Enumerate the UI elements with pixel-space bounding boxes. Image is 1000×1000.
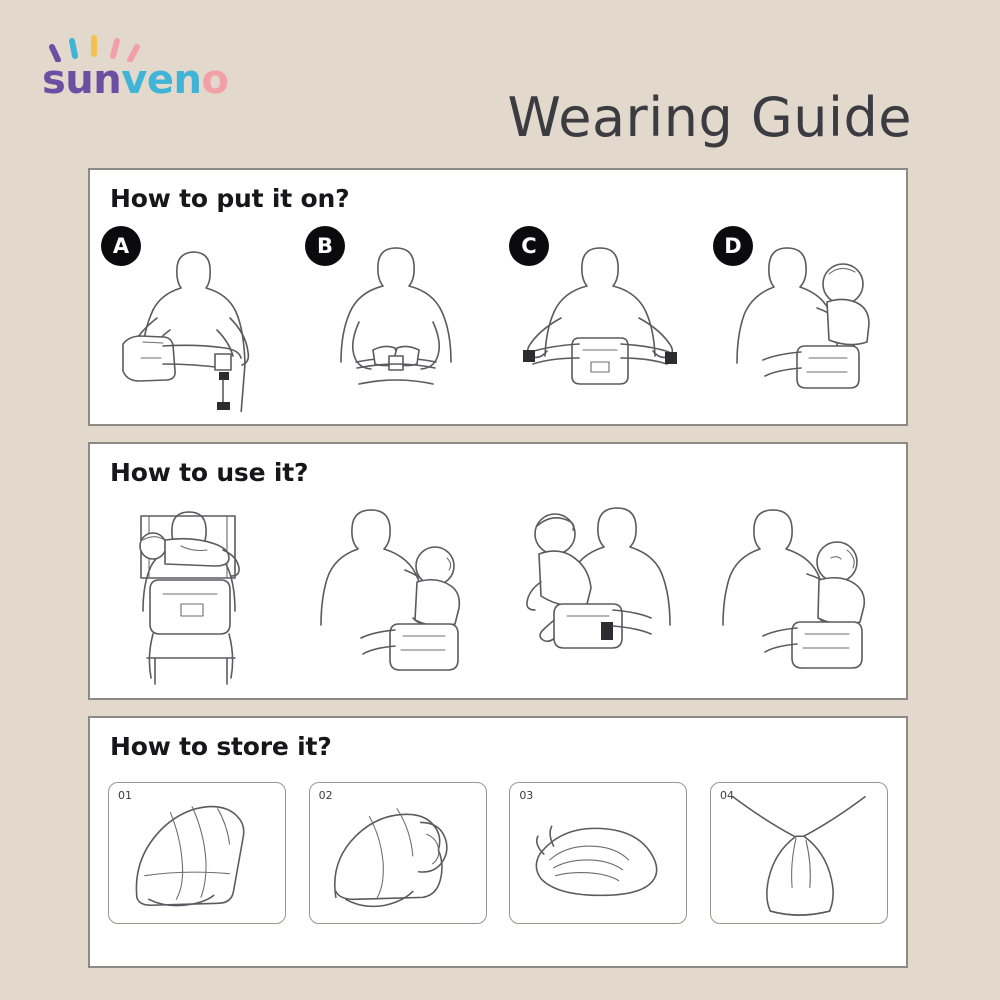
page-title: Wearing Guide: [507, 86, 912, 149]
step-badge-d: D: [713, 226, 753, 266]
section-title-how-to-use: How to use it?: [110, 458, 309, 487]
store-card-01: [108, 782, 286, 924]
brand-logo: [42, 32, 272, 104]
store-card-number-02: 02: [318, 789, 333, 802]
brand-wordmark-part-3: o: [201, 57, 229, 103]
illustration-put-on-step-a: [97, 226, 287, 412]
illustration-put-on-step-d: [709, 226, 899, 412]
illustration-use-step-3: [505, 496, 695, 688]
store-card-number-03: 03: [519, 789, 534, 802]
brand-wordmark: [42, 58, 228, 102]
section-title-how-to-store: How to store it?: [110, 732, 332, 761]
step-badge-c: C: [509, 226, 549, 266]
step-badge-b: B: [305, 226, 345, 266]
brand-wordmark-part-2: ven: [121, 57, 202, 103]
illustration-put-on-step-c: [505, 226, 695, 412]
store-card-number-04: 04: [719, 789, 734, 802]
section-how-to-use: [88, 442, 908, 700]
illustration-use-step-4: [709, 496, 899, 688]
section-put-it-on: [88, 168, 908, 426]
step-badge-a: A: [101, 226, 141, 266]
section-title-put-it-on: How to put it on?: [110, 184, 350, 213]
store-card-03: [509, 782, 687, 924]
store-card-04: [710, 782, 888, 924]
section-how-to-store: [88, 716, 908, 968]
store-card-02: [309, 782, 487, 924]
illustration-use-step-2: [301, 496, 491, 688]
illustration-put-on-step-b: [301, 226, 491, 412]
illustration-use-step-1: [97, 496, 287, 688]
brand-wordmark-part-1: sun: [42, 57, 122, 103]
store-card-number-01: 01: [118, 789, 132, 802]
